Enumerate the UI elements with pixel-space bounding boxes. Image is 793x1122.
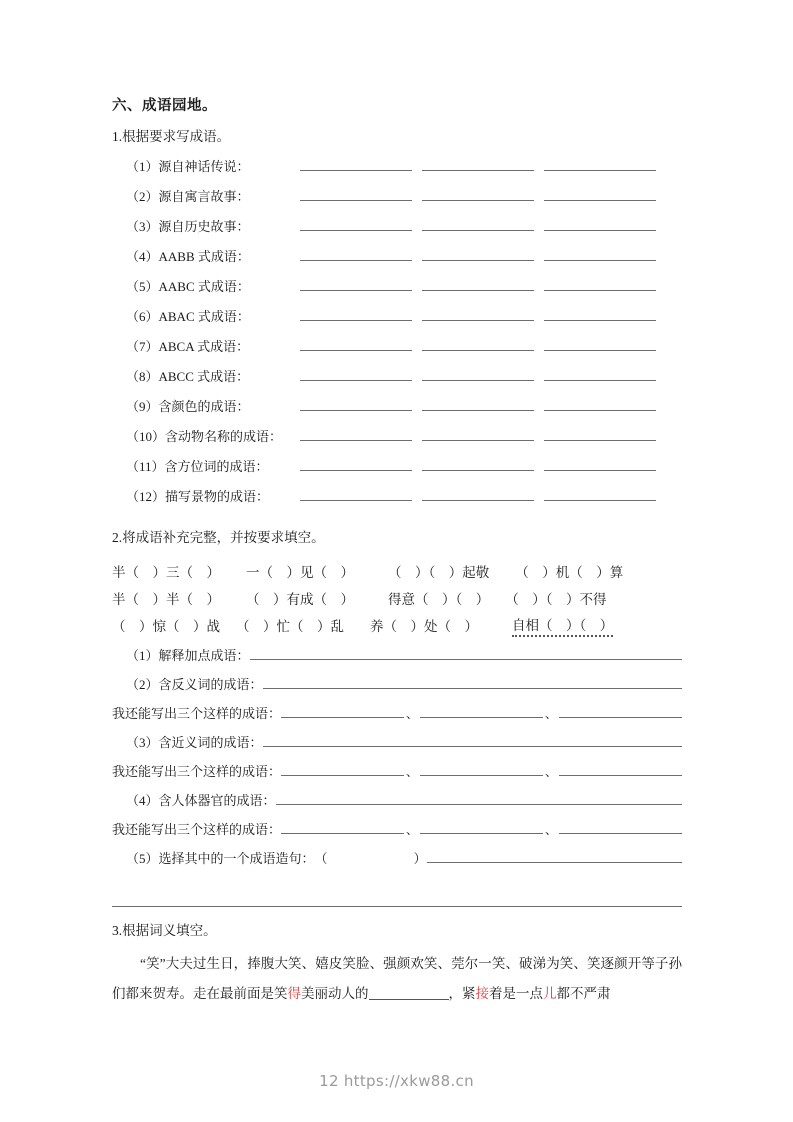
blank-group xyxy=(300,157,682,171)
list-item xyxy=(112,486,682,516)
list-item xyxy=(112,366,682,396)
blank-group xyxy=(281,820,682,838)
sub-item xyxy=(112,645,682,674)
sub-item-sentence xyxy=(112,848,682,877)
answer-blank[interactable] xyxy=(420,820,543,834)
sub-item xyxy=(112,703,682,732)
question-3-paragraph xyxy=(112,949,682,1009)
answer-blank[interactable] xyxy=(300,487,412,501)
answer-blank[interactable] xyxy=(422,277,534,291)
paragraph-part-3: ，紧 xyxy=(448,985,476,1001)
answer-blank[interactable] xyxy=(276,791,682,805)
sub-item-label: （1）解释加点成语： xyxy=(126,647,250,663)
idiom-group[interactable]: （ ）忙（ ）乱 xyxy=(236,619,344,635)
answer-blank[interactable] xyxy=(300,157,412,171)
answer-blank[interactable] xyxy=(427,849,682,863)
blank-group xyxy=(281,704,682,722)
question-2-title: 2.将成语补充完整，并按要求填空。 xyxy=(112,529,325,545)
paragraph-part-4: 着是一点 xyxy=(489,985,543,1001)
list-item xyxy=(112,246,682,276)
highlighted-char-de: 得 xyxy=(287,985,301,1001)
page-content xyxy=(112,98,682,1009)
sub-item-label: （4）含人体器官的成语： xyxy=(126,792,276,808)
item-label: （1）源自神话传说： xyxy=(126,158,250,174)
item-label: （3）源自历史故事： xyxy=(126,218,250,234)
answer-blank[interactable] xyxy=(544,217,656,231)
answer-blank[interactable] xyxy=(300,397,412,411)
answer-blank[interactable] xyxy=(422,427,534,441)
list-item xyxy=(112,426,682,456)
highlighted-char-jie: 接 xyxy=(475,985,489,1001)
answer-blank[interactable] xyxy=(422,397,534,411)
list-item xyxy=(112,156,682,186)
answer-blank[interactable] xyxy=(422,457,534,471)
idiom-group[interactable]: 一（ ）见（ ） xyxy=(246,565,354,581)
list-item xyxy=(112,276,682,306)
list-item xyxy=(112,216,682,246)
item-label: （8）ABCC 式成语： xyxy=(126,368,250,384)
idiom-group[interactable]: （ ）（ ）不得 xyxy=(505,592,607,608)
answer-blank[interactable] xyxy=(281,762,404,776)
blank-group xyxy=(300,337,682,351)
answer-blank[interactable] xyxy=(544,247,656,261)
item-label: （12）描写景物的成语： xyxy=(126,488,270,504)
answer-blank[interactable] xyxy=(250,646,682,660)
idiom-group[interactable]: 半（ ）半（ ） xyxy=(112,592,220,608)
answer-blank[interactable] xyxy=(422,247,534,261)
sub-item-label: 我还能写出三个这样的成语： xyxy=(112,821,282,837)
idiom-row xyxy=(112,585,682,612)
question-1-title: 1.根据要求写成语。 xyxy=(112,129,231,145)
item-label: （6）ABAC 式成语： xyxy=(126,308,250,324)
answer-blank-full[interactable] xyxy=(112,893,682,907)
answer-blank[interactable] xyxy=(544,457,656,471)
question-3-title: 3.根据词义填空。 xyxy=(112,922,217,938)
answer-blank[interactable] xyxy=(559,762,682,776)
idiom-group[interactable]: （ ）惊（ ）战 xyxy=(112,619,220,635)
answer-blank[interactable] xyxy=(300,217,412,231)
sub-item-label: 我还能写出三个这样的成语： xyxy=(112,763,282,779)
question-2-subitems xyxy=(112,645,682,907)
answer-blank[interactable] xyxy=(300,337,412,351)
idiom-choice-paren[interactable] xyxy=(315,848,427,867)
answer-blank[interactable] xyxy=(263,733,682,747)
blank-group xyxy=(300,487,682,501)
blank-group xyxy=(300,367,682,381)
separator: 、 xyxy=(406,822,419,837)
answer-blank[interactable] xyxy=(300,247,412,261)
list-item xyxy=(112,456,682,486)
answer-blank[interactable] xyxy=(281,704,404,718)
answer-blank[interactable] xyxy=(544,367,656,381)
paragraph-part-2: 美丽动人的 xyxy=(301,985,369,1001)
section-heading: 六、成语园地。 xyxy=(112,98,217,114)
blank-group xyxy=(300,187,682,201)
idiom-group-emphasized[interactable]: 自相（ ）（ ） xyxy=(512,614,613,637)
answer-blank[interactable] xyxy=(422,217,534,231)
list-item xyxy=(112,186,682,216)
sub-item xyxy=(112,790,682,819)
sub-item-label: 我还能写出三个这样的成语： xyxy=(112,705,282,721)
paren-open: （ xyxy=(314,850,328,866)
item-label: （11）含方位词的成语： xyxy=(126,458,269,474)
item-label: （4）AABB 式成语： xyxy=(126,248,250,264)
answer-blank[interactable] xyxy=(544,427,656,441)
answer-blank[interactable] xyxy=(544,397,656,411)
item-label: （9）含颜色的成语： xyxy=(126,398,250,414)
answer-blank[interactable] xyxy=(281,820,404,834)
answer-blank[interactable] xyxy=(300,427,412,441)
answer-blank[interactable] xyxy=(300,307,412,321)
answer-blank-inline[interactable] xyxy=(369,985,449,1000)
sub-item-label: （3）含近义词的成语： xyxy=(126,734,263,750)
idiom-fill-block xyxy=(112,558,682,639)
item-label: （2）源自寓言故事： xyxy=(126,188,250,204)
paren-close: ） xyxy=(413,850,427,866)
answer-blank[interactable] xyxy=(544,187,656,201)
answer-blank[interactable] xyxy=(422,157,534,171)
item-label: （5）AABC 式成语： xyxy=(126,278,250,294)
separator: 、 xyxy=(406,764,419,779)
idiom-row xyxy=(112,612,682,639)
answer-blank[interactable] xyxy=(422,337,534,351)
answer-blank[interactable] xyxy=(420,762,543,776)
sub-item xyxy=(112,761,682,790)
answer-blank[interactable] xyxy=(544,337,656,351)
answer-blank[interactable] xyxy=(544,157,656,171)
answer-blank[interactable] xyxy=(420,704,543,718)
answer-blank[interactable] xyxy=(559,704,682,718)
blank-group xyxy=(300,397,682,411)
idiom-group[interactable]: 养（ ）处（ ） xyxy=(370,619,478,635)
sub-item-label: （2）含反义词的成语： xyxy=(126,676,263,692)
answer-blank[interactable] xyxy=(300,457,412,471)
idiom-row xyxy=(112,558,682,585)
answer-blank[interactable] xyxy=(422,367,534,381)
highlighted-char-er: 儿 xyxy=(543,985,557,1001)
separator: 、 xyxy=(545,764,558,779)
answer-blank[interactable] xyxy=(422,307,534,321)
blank-group xyxy=(300,457,682,471)
question-1-items xyxy=(112,156,682,516)
paragraph-part-5: 都不严肃 xyxy=(556,985,611,1001)
blank-group xyxy=(300,277,682,291)
blank-group xyxy=(300,427,682,441)
watermark: 12 https://xkw88.cn xyxy=(319,1072,474,1090)
answer-blank[interactable] xyxy=(300,187,412,201)
idiom-group[interactable]: （ ）（ ）起敬 xyxy=(388,565,490,581)
idiom-group[interactable]: （ ）机（ ）算 xyxy=(515,565,624,581)
sub-item xyxy=(112,732,682,761)
blank-group xyxy=(300,217,682,231)
sub-item xyxy=(112,674,682,703)
idiom-group[interactable]: 半（ ）三（ ） xyxy=(112,565,220,581)
answer-blank[interactable] xyxy=(263,675,682,689)
answer-blank[interactable] xyxy=(559,820,682,834)
list-item xyxy=(112,306,682,336)
idiom-group[interactable]: 得意（ ）（ ） xyxy=(388,592,490,608)
item-label: （10）含动物名称的成语： xyxy=(126,428,283,444)
sub-item-label: （5）选择其中的一个成语造句： xyxy=(126,850,315,866)
sub-item xyxy=(112,819,682,848)
answer-blank[interactable] xyxy=(544,307,656,321)
item-label: （7）ABCA 式成语： xyxy=(126,338,250,354)
separator: 、 xyxy=(545,822,558,837)
blank-group xyxy=(300,307,682,321)
list-item xyxy=(112,396,682,426)
paragraph-part-1: “笑”大夫过生日，捧腹大笑、嬉皮笑脸、强颜欢笑、莞尔一笑、破涕为笑、笑逐颜开等子孙们都来贺寿。走在最前面是笑 xyxy=(112,955,682,1001)
answer-blank[interactable] xyxy=(422,487,534,501)
separator: 、 xyxy=(406,706,419,721)
answer-blank[interactable] xyxy=(300,367,412,381)
blank-group xyxy=(281,762,682,780)
answer-blank[interactable] xyxy=(422,187,534,201)
blank-group xyxy=(300,247,682,261)
answer-blank[interactable] xyxy=(544,277,656,291)
separator: 、 xyxy=(545,706,558,721)
answer-blank[interactable] xyxy=(300,277,412,291)
list-item xyxy=(112,336,682,366)
answer-blank[interactable] xyxy=(544,487,656,501)
idiom-group[interactable]: （ ）有成（ ） xyxy=(246,592,354,608)
